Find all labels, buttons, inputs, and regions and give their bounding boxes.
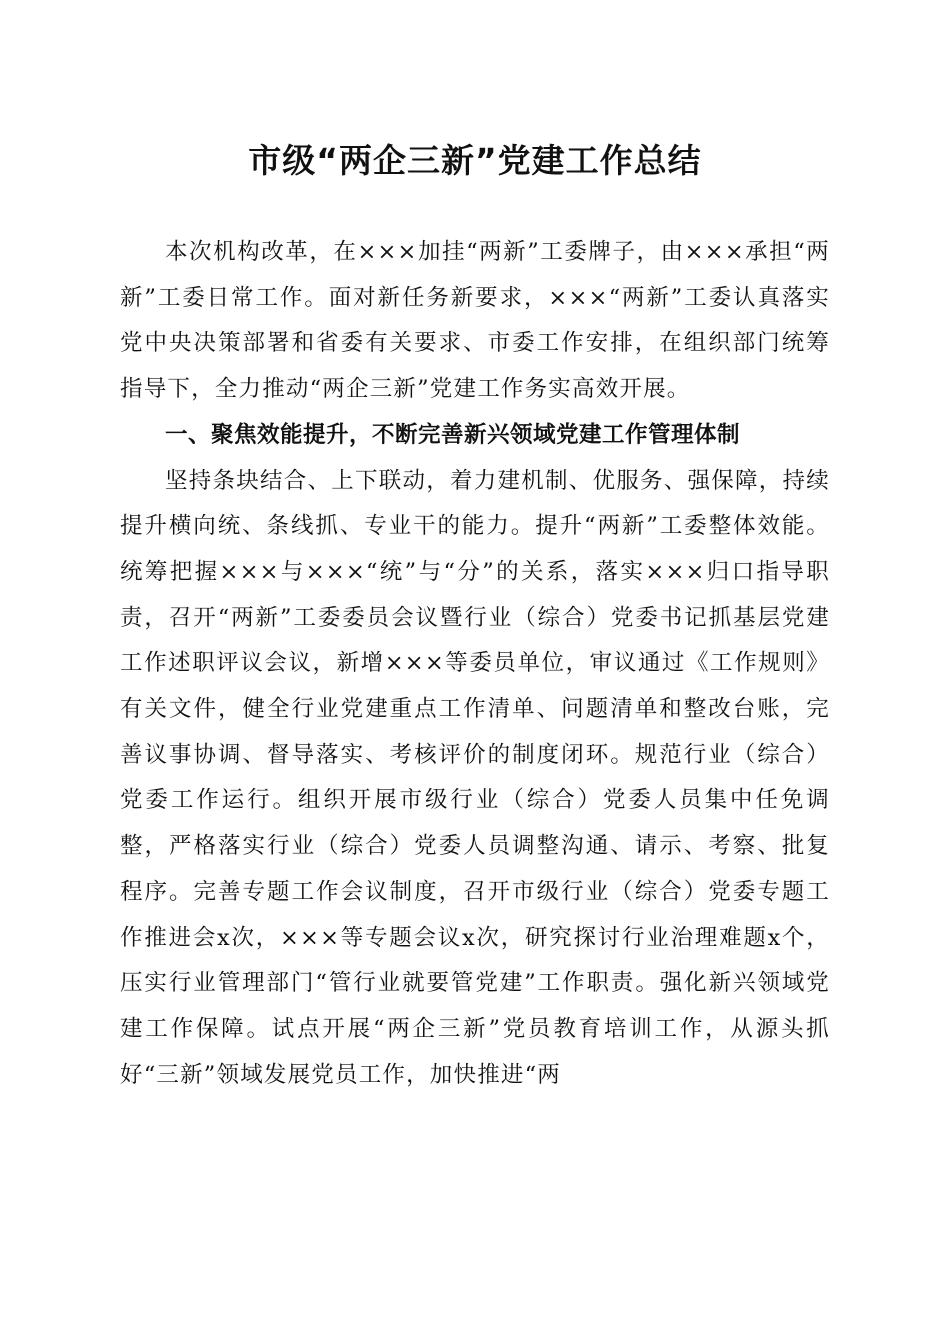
section-paragraph: 坚持条块结合、上下联动，着力建机制、优服务、强保障，持续提升横向统、条线抓、专业干的能力。提升“两新”工委整体效能。统筹把握×××与×××“统”与“分”的关系，落实×××归口指导职责，召开“两新”工委委员会议暨行业（综合）党委书记抓基层党建工作述职评议会议，新增×××等委员单位，审议通过《工作规则》有关文件，健全行业党建重点工作清单、问题清单和整改台账，完善议事协调、督导落实、考核评价的制度闭环。规范行业（综合）党委工作运行。组织开展市级行业（综合）党委人员集中任免调整，严格落实行业（综合）党委人员调整沟通、请示、考察、批复程序。完善专题工作会议制度，召开市级行业（综合）党委专题工作推进会x次，×××等专题会议x次，研究探讨行业治理难题x个，压实行业管理部门“管行业就要管党建”工作职责。强化新兴领域党建工作保障。试点开展“两企三新”党员教育培训工作，从源头抓好“三新”领域发展党员工作，加快推进“两 (120, 467, 830, 1088)
document-body (120, 230, 830, 1098)
document-title: 市级“两企三新”党建工作总结 (248, 141, 702, 180)
section-heading: 一、聚焦效能提升，不断完善新兴领域党建工作管理体制 (165, 421, 741, 448)
intro-paragraph: 本次机构改革，在×××加挂“两新”工委牌子，由×××承担“两新”工委日常工作。面对新任务新要求，×××“两新”工委认真落实党中央决策部署和省委有关要求、市委工作安排，在组织部门统筹指导下，全力推动“两企三新”党建工作务实高效开展。 (120, 239, 830, 403)
